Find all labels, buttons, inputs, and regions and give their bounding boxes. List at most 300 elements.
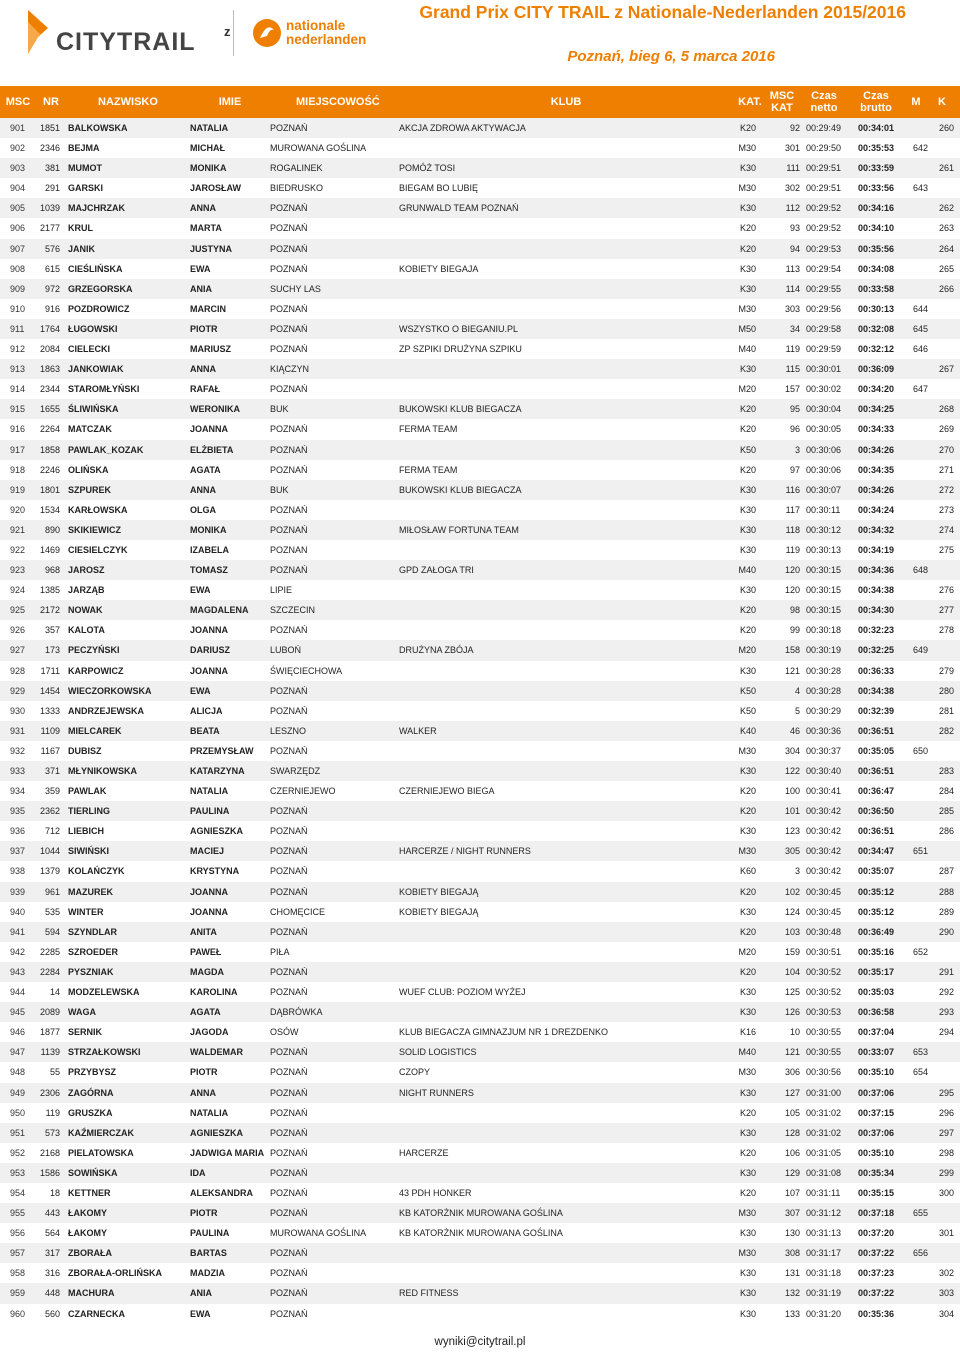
col-nazwisko: NAZWISKO	[98, 96, 158, 108]
cell-czas-brutto: 00:37:18	[858, 1208, 895, 1219]
cell-nazwisko: DUBISZ	[68, 745, 102, 756]
cell-czas-netto: 00:30:55	[806, 1047, 842, 1058]
cell-msc-kat: 5	[794, 705, 800, 716]
cell-k: 268	[938, 404, 954, 415]
cell-msc-kat: 34	[789, 323, 800, 334]
table-row	[0, 520, 960, 540]
cell-msc-kat: 106	[784, 1147, 800, 1158]
cell-miejscowosc: POZNAŃ	[270, 263, 308, 274]
cell-m: 653	[912, 1047, 928, 1058]
cell-k: 280	[938, 685, 954, 696]
cell-nr: 119	[45, 1107, 60, 1118]
cell-imie: JADWIGA MARIA	[190, 1147, 265, 1158]
cell-klub: FERMA TEAM	[399, 424, 458, 435]
table-row	[0, 701, 960, 721]
cell-klub: KLUB BIEGACZA GIMNAZJUM NR 1 DREZDENKO	[399, 1027, 609, 1038]
cell-msc-kat: 101	[784, 806, 800, 817]
cell-klub: MIŁOSŁAW FORTUNA TEAM	[399, 524, 519, 535]
table-row	[0, 1183, 960, 1203]
cell-nazwisko: ANDRZEJEWSKA	[68, 705, 145, 716]
cell-msc-kat: 105	[784, 1107, 800, 1118]
cell-kat: K20	[739, 886, 756, 897]
cell-czas-brutto: 00:35:12	[858, 886, 895, 897]
cell-k: 285	[938, 806, 954, 817]
results-table	[0, 118, 960, 1324]
cell-kat: K30	[739, 163, 756, 174]
cell-kat: K30	[739, 524, 756, 535]
cell-kat: K20	[739, 806, 756, 817]
cell-klub: BIEGAM BO LUBIĘ	[399, 183, 479, 194]
cell-imie: NATALIA	[190, 1107, 229, 1118]
cell-nazwisko: ŁAKOMY	[68, 1208, 107, 1219]
cell-k: 261	[938, 163, 954, 174]
cell-miejscowosc: POZNAŃ	[270, 705, 308, 716]
cell-msc-kat: 102	[784, 886, 800, 897]
cell-nr: 2344	[39, 384, 60, 395]
cell-msc-kat: 126	[784, 1007, 800, 1018]
cell-miejscowosc: ROGALINEK	[270, 163, 323, 174]
cell-msc-kat: 129	[784, 1167, 800, 1178]
cell-msc: 953	[10, 1167, 26, 1178]
cell-msc: 914	[10, 384, 26, 395]
col-msc-kat: MSC KAT	[769, 90, 795, 114]
cell-nazwisko: MATCZAK	[68, 424, 112, 435]
cell-czas-netto: 00:31:02	[806, 1107, 842, 1118]
cell-miejscowosc: POZNAŃ	[270, 565, 308, 576]
cell-msc: 921	[10, 524, 26, 535]
cell-k: 284	[938, 786, 954, 797]
table-row	[0, 1083, 960, 1103]
cell-kat: K20	[739, 123, 756, 133]
cell-msc-kat: 93	[789, 223, 800, 234]
cell-nr: 2177	[39, 223, 60, 234]
cell-nr: 55	[49, 1067, 60, 1078]
cell-czas-brutto: 00:34:19	[858, 544, 895, 555]
cell-imie: EWA	[190, 585, 211, 596]
table-row	[0, 841, 960, 861]
cell-czas-netto: 00:30:41	[806, 786, 842, 797]
cell-nazwisko: KETTNER	[68, 1187, 111, 1198]
cell-miejscowosc: POZNAŃ	[270, 866, 308, 877]
cell-msc: 937	[10, 846, 26, 857]
cell-kat: K20	[739, 223, 756, 234]
cell-czas-brutto: 00:32:12	[858, 344, 895, 355]
cell-k: 274	[938, 524, 954, 535]
cell-nazwisko: CIELECKI	[68, 344, 111, 355]
cell-msc: 928	[10, 665, 26, 676]
cell-kat: M30	[738, 846, 756, 857]
cell-m: 643	[912, 183, 928, 194]
cell-msc-kat: 158	[784, 645, 800, 656]
cell-k: 304	[938, 1308, 954, 1319]
cell-miejscowosc: POZNAŃ	[270, 504, 308, 515]
cell-nr: 1858	[39, 444, 60, 455]
col-czas-netto: Czas netto	[810, 90, 838, 114]
cell-nr: 1534	[39, 504, 60, 515]
col-kat: KAT.	[738, 96, 762, 108]
cell-kat: K30	[739, 665, 756, 676]
cell-czas-brutto: 00:35:12	[858, 906, 895, 917]
cell-miejscowosc: POZNAŃ	[270, 966, 308, 977]
cell-czas-brutto: 00:35:53	[858, 143, 895, 154]
cell-nr: 2362	[39, 806, 60, 817]
cell-nazwisko: ZBORAŁA	[68, 1248, 112, 1259]
cell-czas-netto: 00:31:02	[806, 1127, 842, 1138]
cell-czas-brutto: 00:36:51	[858, 766, 895, 776]
cell-msc-kat: 100	[784, 786, 800, 797]
cell-msc-kat: 128	[784, 1127, 800, 1138]
cell-miejscowosc: POZNAŃ	[270, 464, 308, 475]
cell-miejscowosc: POZNAŃ	[270, 123, 308, 133]
cell-kat: K30	[739, 203, 756, 214]
cell-imie: ANNA	[190, 1087, 216, 1098]
cell-czas-brutto: 00:34:35	[858, 464, 895, 475]
cell-czas-netto: 00:30:52	[806, 987, 842, 998]
cell-nazwisko: PAWLAK	[68, 786, 107, 797]
cell-imie: JOANNA	[190, 625, 229, 636]
cell-miejscowosc: ŚWIĘCIECHOWA	[270, 665, 343, 676]
cell-nr: 972	[44, 283, 60, 294]
cell-nazwisko: NOWAK	[68, 605, 103, 616]
cell-nazwisko: CIESIELCZYK	[68, 544, 128, 555]
table-row	[0, 399, 960, 419]
cell-czas-brutto: 00:36:09	[858, 364, 895, 375]
cell-imie: MARCIN	[190, 303, 226, 314]
footer-email[interactable]: wyniki@citytrail.pl	[434, 1336, 526, 1348]
cell-czas-netto: 00:30:06	[806, 444, 842, 455]
cell-nr: 1333	[39, 705, 60, 716]
cell-klub: CZOPY	[399, 1067, 431, 1078]
cell-imie: PIOTR	[190, 323, 218, 334]
cell-msc: 933	[10, 766, 26, 776]
cell-msc-kat: 307	[784, 1208, 800, 1219]
cell-msc: 935	[10, 806, 26, 817]
cell-czas-netto: 00:30:40	[806, 766, 842, 776]
table-row	[0, 1243, 960, 1263]
cell-miejscowosc: POZNAŃ	[270, 1107, 308, 1118]
cell-msc: 904	[10, 183, 26, 194]
cell-czas-netto: 00:30:11	[806, 504, 841, 515]
cell-msc: 960	[10, 1308, 26, 1319]
table-row	[0, 902, 960, 922]
table-row	[0, 560, 960, 580]
cell-imie: RAFAŁ	[190, 384, 220, 395]
cell-miejscowosc: BUK	[270, 484, 289, 495]
cell-msc-kat: 94	[789, 243, 800, 254]
cell-czas-netto: 00:31:13	[806, 1228, 842, 1239]
cell-czas-brutto: 00:36:49	[858, 926, 895, 937]
cell-k: 288	[938, 886, 954, 897]
cell-m: 644	[912, 303, 928, 314]
cell-miejscowosc: SWARZĘDZ	[270, 766, 321, 776]
cell-miejscowosc: POZNAŃ	[270, 886, 308, 897]
cell-miejscowosc: CHOMĘCICE	[270, 906, 326, 917]
cell-kat: K30	[739, 263, 756, 274]
cell-nr: 615	[44, 263, 60, 274]
cell-nazwisko: ŁAKOMY	[68, 1228, 107, 1239]
cell-msc: 917	[10, 444, 26, 455]
cell-k: 293	[938, 1007, 954, 1018]
cell-imie: AGNIESZKA	[190, 826, 244, 837]
cell-nr: 2306	[39, 1087, 60, 1098]
cell-nazwisko: MIELCAREK	[68, 725, 122, 736]
cell-nr: 2172	[39, 605, 60, 616]
cell-czas-netto: 00:30:37	[806, 745, 842, 756]
cell-czas-netto: 00:31:11	[806, 1187, 841, 1198]
cell-msc: 924	[10, 585, 26, 596]
nationale-nederlanden-logo	[252, 16, 372, 56]
cell-czas-brutto: 00:32:23	[858, 625, 895, 636]
cell-klub: ZP SZPIKI DRUŻYNA SZPIKU	[399, 344, 522, 355]
cell-czas-brutto: 00:30:13	[858, 303, 895, 314]
table-row	[0, 1143, 960, 1163]
cell-nazwisko: SZROEDER	[68, 946, 119, 957]
cell-msc-kat: 92	[789, 123, 800, 133]
cell-nr: 2284	[39, 966, 60, 977]
col-m: M	[911, 96, 921, 108]
cell-msc-kat: 121	[784, 665, 800, 676]
nn-logo-text: nationale nederlanden	[286, 18, 367, 47]
cell-klub: KOBIETY BIEGAJĄ	[399, 886, 479, 897]
cell-kat: K30	[739, 1007, 756, 1018]
cell-k: 270	[938, 444, 954, 455]
cell-msc: 951	[10, 1127, 26, 1138]
cell-czas-brutto: 00:34:33	[858, 424, 895, 435]
table-row	[0, 218, 960, 238]
cell-nazwisko: JANKOWIAK	[68, 364, 124, 375]
cell-kat: M40	[738, 344, 756, 355]
cell-m: 652	[912, 946, 928, 957]
cell-czas-brutto: 00:35:10	[858, 1067, 895, 1078]
cell-klub: GRUNWALD TEAM POZNAŃ	[399, 203, 519, 214]
cell-nazwisko: PECZYŃSKI	[68, 645, 120, 656]
cell-czas-brutto: 00:35:56	[858, 243, 895, 254]
cell-czas-netto: 00:30:45	[806, 886, 842, 897]
col-imie: IMIE	[218, 96, 242, 108]
cell-imie: IZABELA	[190, 544, 229, 555]
cell-nr: 1469	[39, 544, 60, 555]
cell-czas-netto: 00:30:29	[806, 705, 842, 716]
cell-k: 269	[938, 424, 954, 435]
cell-klub: POMÓŻ TOSI	[399, 163, 456, 174]
cell-miejscowosc: MUROWANA GOŚLINA	[270, 143, 367, 154]
cell-msc-kat: 103	[784, 926, 800, 937]
cell-imie: PAWEŁ	[190, 946, 222, 957]
cell-nr: 560	[44, 1308, 60, 1319]
cell-klub: BUKOWSKI KLUB BIEGACZA	[399, 404, 522, 415]
cell-msc: 939	[10, 886, 26, 897]
cell-nazwisko: GRUSZKA	[68, 1107, 113, 1118]
cell-czas-netto: 00:31:05	[806, 1147, 842, 1158]
cell-czas-netto: 00:29:59	[806, 344, 842, 355]
cell-miejscowosc: POZNAŃ	[270, 1268, 308, 1279]
table-row	[0, 299, 960, 319]
cell-msc: 915	[10, 404, 26, 415]
cell-kat: K20	[739, 1187, 756, 1198]
table-row	[0, 259, 960, 279]
cell-imie: EWA	[190, 685, 211, 696]
cell-czas-netto: 00:30:06	[806, 464, 842, 475]
cell-klub: CZERNIEJEWO BIEGA	[399, 786, 495, 797]
logo-connector: z	[224, 24, 231, 39]
cell-czas-netto: 00:31:19	[806, 1288, 842, 1299]
cell-m: 650	[912, 745, 928, 756]
cell-msc: 947	[10, 1047, 26, 1058]
cell-imie: ALEKSANDRA	[190, 1187, 253, 1198]
cell-miejscowosc: LESZNO	[270, 725, 307, 736]
cell-msc: 952	[10, 1147, 26, 1158]
cell-nazwisko: SERNIK	[68, 1027, 103, 1038]
cell-k: 273	[938, 504, 954, 515]
cell-kat: K30	[739, 766, 756, 776]
cell-czas-brutto: 00:36:51	[858, 725, 895, 736]
cell-kat: K20	[739, 404, 756, 415]
cell-msc: 945	[10, 1007, 26, 1018]
col-msc: MSC	[5, 96, 31, 108]
table-row	[0, 178, 960, 198]
cell-msc: 936	[10, 826, 26, 837]
cell-nazwisko: WAGA	[68, 1007, 96, 1018]
cell-imie: NATALIA	[190, 123, 229, 133]
cell-czas-brutto: 00:34:08	[858, 263, 895, 274]
cell-czas-brutto: 00:37:04	[858, 1027, 895, 1038]
cell-k: 278	[938, 625, 954, 636]
cell-msc: 934	[10, 786, 26, 797]
table-row	[0, 962, 960, 982]
cell-czas-netto: 00:29:55	[806, 283, 842, 294]
cell-czas-brutto: 00:35:03	[858, 987, 895, 998]
cell-kat: K30	[739, 1268, 756, 1279]
cell-nr: 712	[44, 826, 60, 837]
table-row	[0, 1223, 960, 1243]
cell-msc-kat: 113	[785, 263, 800, 274]
cell-msc-kat: 301	[784, 143, 800, 154]
cell-nr: 371	[44, 766, 60, 776]
cell-czas-brutto: 00:34:25	[858, 404, 895, 415]
cell-msc-kat: 96	[789, 424, 800, 435]
cell-czas-brutto: 00:36:50	[858, 806, 895, 817]
logo-separator	[233, 10, 234, 56]
cell-czas-brutto: 00:33:58	[858, 283, 895, 294]
cell-nr: 916	[44, 303, 60, 314]
cell-nazwisko: SIWIŃSKI	[68, 846, 110, 857]
cell-miejscowosc: POZNAŃ	[270, 1127, 308, 1138]
cell-klub: NIGHT RUNNERS	[399, 1087, 474, 1098]
cell-czas-brutto: 00:34:32	[858, 524, 895, 535]
cell-m: 654	[912, 1067, 928, 1078]
cell-m: 642	[912, 143, 928, 154]
cell-msc: 926	[10, 625, 26, 636]
cell-kat: M40	[738, 1047, 756, 1058]
cell-msc-kat: 3	[794, 444, 800, 455]
cell-k: 300	[938, 1187, 954, 1198]
cell-czas-brutto: 00:34:38	[858, 685, 895, 696]
table-row	[0, 882, 960, 902]
cell-msc-kat: 127	[784, 1087, 800, 1098]
cell-imie: MADZIA	[190, 1268, 225, 1279]
cell-msc: 918	[10, 464, 26, 475]
cell-nr: 173	[44, 645, 60, 656]
cell-nr: 448	[44, 1288, 60, 1299]
cell-k: 301	[938, 1228, 954, 1239]
cell-m: 656	[912, 1248, 928, 1259]
cell-nr: 2246	[39, 464, 60, 475]
cell-msc: 913	[10, 364, 26, 375]
cell-miejscowosc: POZNAŃ	[270, 303, 308, 314]
table-row	[0, 982, 960, 1002]
cell-nr: 317	[44, 1248, 60, 1259]
table-row	[0, 540, 960, 560]
table-row	[0, 1042, 960, 1062]
table-row	[0, 1283, 960, 1303]
cell-nazwisko: MUMOT	[68, 163, 102, 174]
cell-imie: ANITA	[190, 926, 217, 937]
cell-msc-kat: 114	[785, 283, 800, 294]
cell-miejscowosc: POZNAŃ	[270, 344, 308, 355]
table-row	[0, 1203, 960, 1223]
cell-m: 655	[912, 1208, 928, 1219]
cell-nazwisko: WINTER	[68, 906, 104, 917]
cell-czas-brutto: 00:37:06	[858, 1087, 895, 1098]
cell-klub: AKCJA ZDROWA AKTYWACJA	[399, 123, 526, 133]
cell-k: 275	[938, 544, 954, 555]
cell-imie: ANNA	[190, 364, 216, 375]
table-row	[0, 681, 960, 701]
cell-nazwisko: WIECZORKOWSKA	[68, 685, 152, 696]
cell-miejscowosc: DĄBRÓWKA	[270, 1007, 323, 1018]
cell-k: 292	[938, 987, 954, 998]
cell-k: 260	[938, 123, 954, 133]
cell-czas-netto: 00:30:04	[806, 404, 842, 415]
table-row	[0, 922, 960, 942]
table-row	[0, 1002, 960, 1022]
cell-klub: RED FITNESS	[399, 1288, 459, 1299]
cell-kat: K30	[739, 1288, 756, 1299]
cell-msc: 927	[10, 645, 26, 656]
cell-k: 287	[938, 866, 954, 877]
table-row	[0, 801, 960, 821]
cell-msc: 943	[10, 966, 26, 977]
cell-nr: 359	[44, 786, 60, 797]
cell-czas-brutto: 00:35:36	[858, 1308, 895, 1319]
cell-nr: 14	[49, 987, 60, 998]
cell-kat: K20	[739, 926, 756, 937]
cell-kat: M20	[738, 946, 756, 957]
col-miejscowosc: MIEJSCOWOŚĆ	[296, 96, 380, 108]
cell-msc-kat: 125	[784, 987, 800, 998]
table-row	[0, 721, 960, 741]
cell-imie: WERONIKA	[190, 404, 240, 415]
table-row	[0, 198, 960, 218]
cell-m: 645	[912, 323, 928, 334]
cell-nazwisko: MŁYNIKOWSKA	[68, 766, 137, 776]
cell-nr: 1379	[39, 866, 60, 877]
cell-msc: 909	[10, 283, 26, 294]
cell-miejscowosc: LIPIE	[270, 585, 293, 596]
cell-czas-netto: 00:30:48	[806, 926, 842, 937]
table-row	[0, 661, 960, 681]
cell-imie: DARIUSZ	[190, 645, 230, 656]
cell-imie: MARTA	[190, 223, 222, 234]
cell-klub: FERMA TEAM	[399, 464, 458, 475]
cell-czas-brutto: 00:37:20	[858, 1228, 895, 1239]
cell-czas-brutto: 00:35:17	[858, 966, 895, 977]
cell-klub: GPD ZAŁOGA TRI	[399, 565, 474, 576]
cell-klub: HARCERZE	[399, 1147, 449, 1158]
cell-czas-netto: 00:30:13	[806, 544, 842, 555]
table-row	[0, 1103, 960, 1123]
cell-miejscowosc: POZNAŃ	[270, 323, 308, 334]
